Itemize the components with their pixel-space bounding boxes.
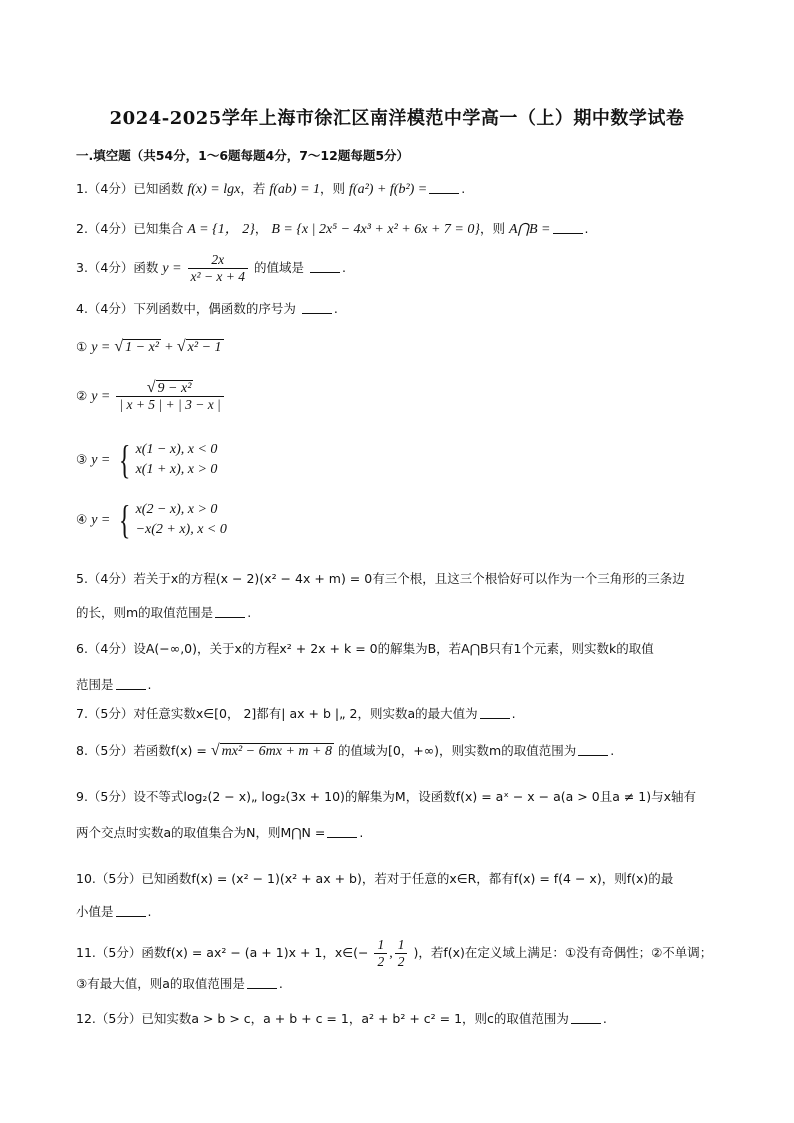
question-10-cont: 小值是 . bbox=[76, 904, 152, 919]
question-3: 3.（4分）函数 y = $\frac{2x}{\text{x² − x + 4}}$ 的值域是 . bbox=[76, 252, 347, 284]
option-3: ③ y = { x(1 − x), x < 0 x(1 + x), x > 0 bbox=[76, 437, 218, 482]
option-4: ④ y = { x(2 − x), x > 0 −x(2 + x), x < 0 bbox=[76, 497, 227, 542]
answer-blank[interactable] bbox=[429, 181, 459, 194]
piecewise-function: { x(1 − x), x < 0 x(1 + x), x > 0 bbox=[119, 437, 218, 482]
answer-blank[interactable] bbox=[302, 301, 332, 314]
section-header: 一.填空题（共54分，1～6题每题4分，7～12题每题5分） bbox=[76, 148, 410, 163]
page-title: 2024-2025学年上海市徐汇区南洋模范中学高一（上）期中数学试卷 bbox=[109, 108, 685, 129]
question-10: 10.（5分）已知函数f(x) = (x² − 1)(x² + ax + b)，若对于任意的x∈R，都有f(x) = f(4 − x)，则f(x)的最 bbox=[76, 871, 674, 886]
question-6-cont: 范围是 . bbox=[76, 677, 152, 692]
question-11-cont: ③有最大值，则a的取值范围是 . bbox=[76, 976, 283, 991]
answer-blank[interactable] bbox=[553, 221, 583, 234]
sqrt-expression: √ mx² − 6mx + m + 8 bbox=[210, 742, 332, 759]
question-11: 11.（5分）函数f(x) = ax² − (a + 1)x + 1，x∈(− $\frac{1}{2}$ , $\frac{1}{2}$ )，若f(x)在定义域上满足：①没有奇偶性；②不单调； bbox=[76, 937, 713, 969]
answer-blank[interactable] bbox=[116, 904, 146, 917]
option-2: ② y = √ 9 − x² | x + 5 | + | 3 − x | bbox=[76, 380, 226, 413]
sqrt-expression: √ 1 − x² bbox=[114, 338, 159, 355]
question-5-cont: 的长，则m的取值范围是 . bbox=[76, 605, 252, 620]
question-5: 5.（4分）若关于x的方程(x − 2)(x² − 4x + m) = 0有三个根，且这三个根恰好可以作为一个三角形的三条边 bbox=[76, 571, 685, 586]
answer-blank[interactable] bbox=[247, 976, 277, 989]
fraction: $\frac{1}{2}$ bbox=[374, 937, 387, 970]
question-1: 1.（4分）已知函数 f(x) = lgx，若 f(ab) = 1，则 f(a²) + f(b²) = . bbox=[76, 181, 466, 197]
answer-blank[interactable] bbox=[116, 677, 146, 690]
question-12: 12.（5分）已知实数a > b > c，a + b + c = 1，a² + b² + c² = 1，则c的取值范围为 . bbox=[76, 1011, 607, 1026]
piecewise-function: { x(2 − x), x > 0 −x(2 + x), x < 0 bbox=[119, 497, 227, 542]
question-9-cont: 两个交点时实数a的取值集合为N，则M⋂N = . bbox=[76, 825, 364, 840]
option-1: ① y = √ 1 − x² + √ x² − 1 bbox=[76, 338, 222, 355]
question-2: 2.（4分）已知集合 A = {1， 2}， B = {x | 2x⁵ − 4x³ + x² + 6x + 7 = 0}，则 A⋂B = . bbox=[76, 221, 589, 237]
fraction: √ 9 − x² | x + 5 | + | 3 − x | bbox=[116, 380, 223, 413]
question-7: 7.（5分）对任意实数x∈[0， 2]都有| ax + b |„ 2，则实数a的最大值为 . bbox=[76, 706, 516, 721]
fraction: $\frac{2x}{\text{x² − x + 4}}$ bbox=[188, 252, 249, 285]
answer-blank[interactable] bbox=[480, 706, 510, 719]
answer-blank[interactable] bbox=[327, 825, 357, 838]
question-8: 8.（5分）若函数f(x) = √ mx² − 6mx + m + 8 的值域为[0，+∞)，则实数m的取值范围为 . bbox=[76, 742, 615, 759]
answer-blank[interactable] bbox=[310, 260, 340, 273]
answer-blank[interactable] bbox=[571, 1011, 601, 1024]
question-4: 4.（4分）下列函数中，偶函数的序号为 . bbox=[76, 301, 338, 316]
question-6: 6.（4分）设A(−∞,0)，关于x的方程x² + 2x + k = 0的解集为B，若A⋂B只有1个元素，则实数k的取值 bbox=[76, 641, 654, 656]
fraction: $\frac{1}{2}$ bbox=[395, 937, 408, 970]
question-9: 9.（5分）设不等式log₂(2 − x)„ log₂(3x + 10)的解集为M，设函数f(x) = aˣ − x − a(a > 0且a ≠ 1)与x轴有 bbox=[76, 789, 696, 804]
answer-blank[interactable] bbox=[215, 605, 245, 618]
answer-blank[interactable] bbox=[578, 743, 608, 756]
sqrt-expression: √ x² − 1 bbox=[176, 338, 222, 355]
